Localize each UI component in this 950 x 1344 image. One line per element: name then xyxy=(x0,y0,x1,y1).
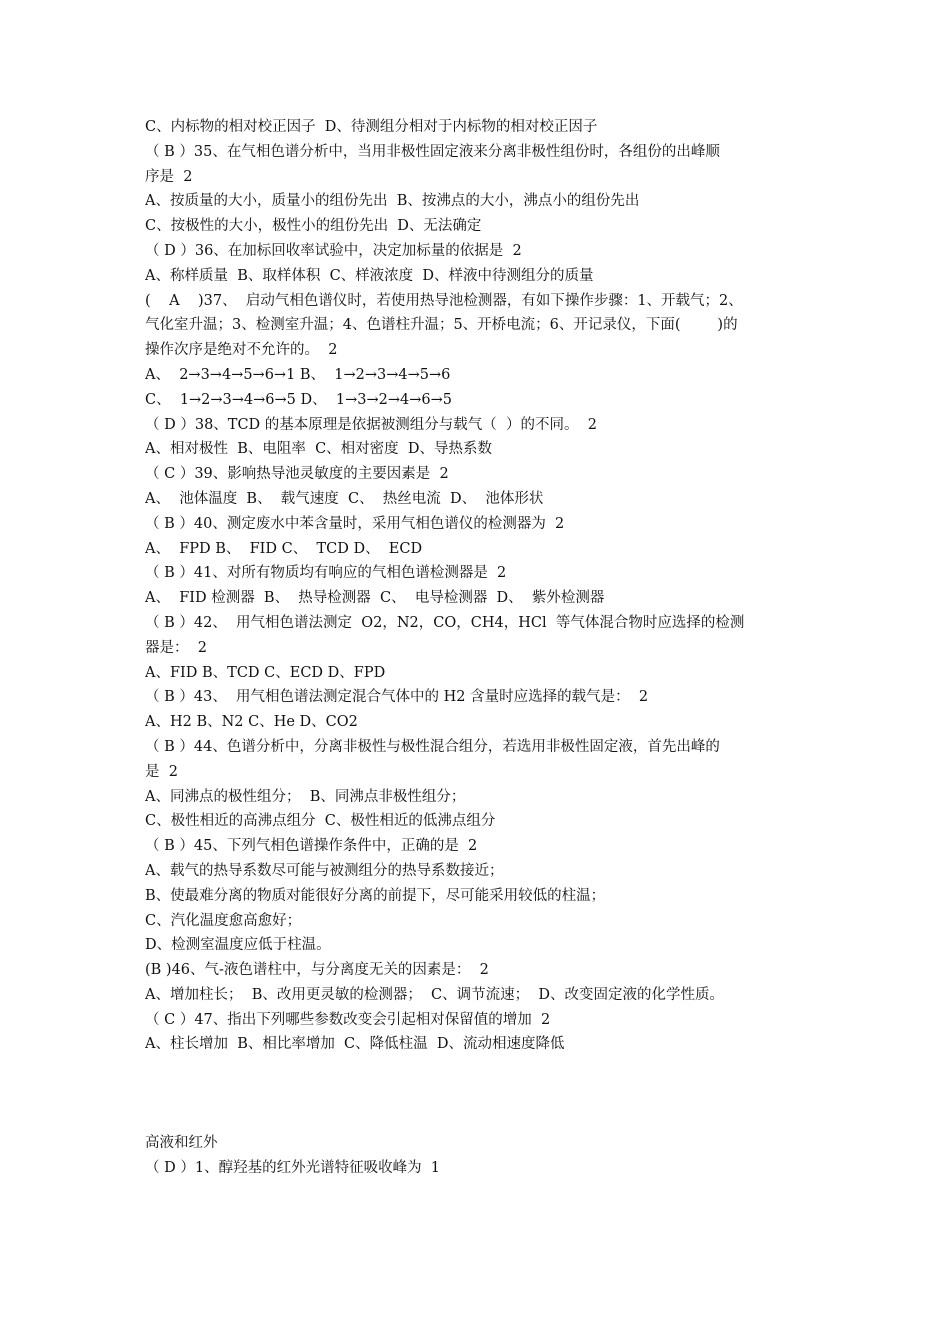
text-line: 器是： 2 xyxy=(145,639,207,656)
text-line: B、使最难分离的物质对能很好分离的前提下，尽可能采用较低的柱温； xyxy=(145,887,606,904)
text-line: A、H2 B、N2 C、He D、CO2 xyxy=(145,714,358,731)
text-line: A、柱长增加 B、相比率增加 C、降低柱温 D、流动相速度降低 xyxy=(145,1036,565,1053)
text-line: （ B ）41、对所有物质均有响应的气相色谱检测器是 2 xyxy=(145,565,507,582)
text-line: C、 1→2→3→4→6→5 D、 1→3→2→4→6→5 xyxy=(145,391,452,408)
text-line: C、极性相近的高沸点组分 C、极性相近的低沸点组分 xyxy=(145,813,496,830)
text-line: D、检测室温度应低于柱温。 xyxy=(145,937,331,954)
text-line: C、汽化温度愈高愈好； xyxy=(145,912,302,929)
question-block-2 xyxy=(145,1156,815,1181)
text-line: C、内标物的相对校正因子 D、待测组分相对于内标物的相对校正因子 xyxy=(145,119,598,135)
text-line: （ C ）39、影响热导池灵敏度的主要因素是 2 xyxy=(145,466,449,483)
text-line: 是 2 xyxy=(145,763,178,780)
question-block xyxy=(145,115,815,1057)
text-line: （ D ）36、在加标回收率试验中，决定加标量的依据是 2 xyxy=(145,242,522,259)
text-line: A、载气的热导系数尽可能与被测组分的热导系数接近； xyxy=(145,862,504,879)
text-line: （ B ）44、色谱分析中，分离非极性与极性混合组分，若选用非极性固定液，首先出峰的 xyxy=(145,738,720,755)
text-line: A、 池体温度 B、 载气速度 C、 热丝电流 D、 池体形状 xyxy=(145,490,544,507)
text-line: （ D ）38、TCD 的基本原理是依据被测组分与载气（ ）的不同。 2 xyxy=(145,416,597,433)
text-line: C、按极性的大小，极性小的组份先出 D、无法确定 xyxy=(145,218,482,235)
text-line: (B )46、气-液色谱柱中，与分离度无关的因素是： 2 xyxy=(145,962,489,979)
text-line: （ B ）40、测定废水中苯含量时，采用气相色谱仪的检测器为 2 xyxy=(145,515,565,532)
text-line: （ B ）45、下列气相色谱操作条件中，正确的是 2 xyxy=(145,838,478,855)
text-line: （ D ）1、醇羟基的红外光谱特征吸收峰为 1 xyxy=(145,1160,441,1177)
text-line: 操作次序是绝对不允许的。 2 xyxy=(145,342,338,359)
text-line: A、 FID 检测器 B、 热导检测器 C、 电导检测器 D、 紫外检测器 xyxy=(145,590,605,607)
section-gap xyxy=(145,1057,815,1131)
text-line: A、FID B、TCD C、ECD D、FPD xyxy=(145,664,386,681)
text-line: （ B ）43、 用气相色谱法测定混合气体中的 H2 含量时应选择的载气是： 2 xyxy=(145,689,649,706)
text-line: A、按质量的大小，质量小的组份先出 B、按沸点的大小，沸点小的组份先出 xyxy=(145,193,640,210)
text-line: A、同沸点的极性组分； B、同沸点非极性组分； xyxy=(145,788,466,805)
section-title: 高液和红外 xyxy=(145,1135,218,1152)
text-line: （ C ）47、指出下列哪些参数改变会引起相对保留值的增加 2 xyxy=(145,1011,551,1028)
text-line: A、增加柱长； B、改用更灵敏的检测器； C、调节流速； D、改变固定液的化学性质。 xyxy=(145,986,724,1003)
text-line: A、称样质量 B、取样体积 C、样液浓度 D、样液中待测组分的质量 xyxy=(145,267,594,284)
text-line: A、 2→3→4→5→6→1 B、 1→2→3→4→5→6 xyxy=(145,366,451,383)
text-line: 气化室升温；3、检测室升温；4、色谱柱升温；5、开桥电流；6、开记录仪，下面( )的 xyxy=(145,317,738,334)
text-line: （ B ）42、 用气相色谱法测定 O2，N2，CO，CH4，HCl 等气体混合物时应选择的检测 xyxy=(145,614,745,631)
document-page xyxy=(145,115,815,1181)
text-line: A、相对极性 B、电阻率 C、相对密度 D、导热系数 xyxy=(145,441,492,458)
text-line: （ B ）35、在气相色谱分析中，当用非极性固定液来分离非极性组份时，各组份的出峰顺 xyxy=(145,143,720,160)
text-line: ( A )37、 启动气相色谱仪时，若使用热导池检测器，有如下操作步骤：1、开载气；2、 xyxy=(145,292,743,309)
text-line: A、 FPD B、 FID C、 TCD D、 ECD xyxy=(145,540,423,557)
text-line: 序是 2 xyxy=(145,168,193,185)
